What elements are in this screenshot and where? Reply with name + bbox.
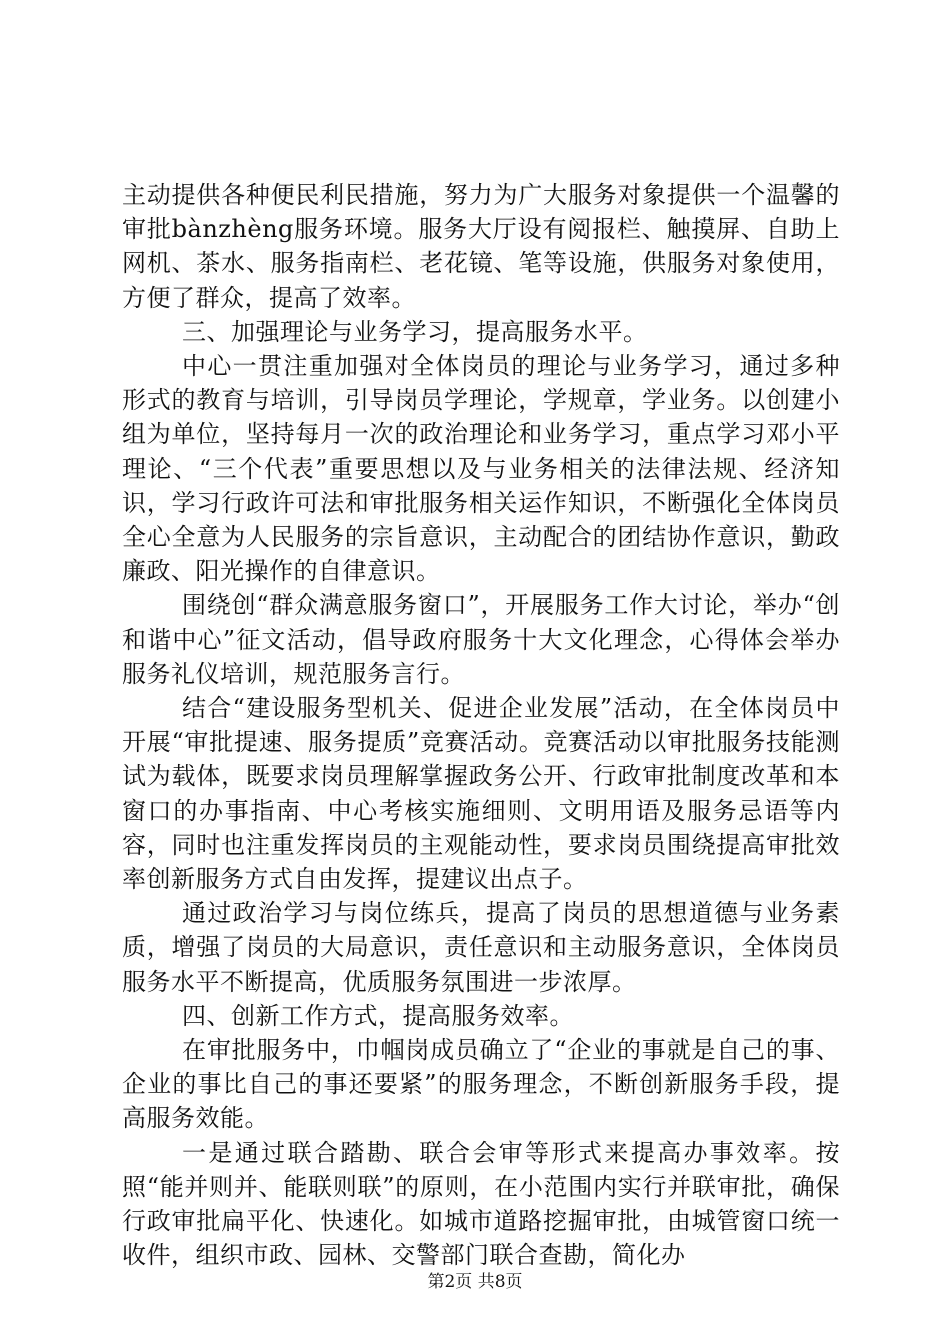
section-heading-4: 四、创新工作方式，提高服务效率。 — [182, 1001, 574, 1030]
section-heading-3: 三、加强理论与业务学习，提高服务水平。 — [182, 317, 648, 346]
paragraph-9: 一是通过联合踏勘、联合会审等形式来提高办事效率。按照“能并则并、能联则联”的原则，在小范围内实行并联审批，确保行政审批扁平化、快速化。如城市道路挖掘审批，由城管窗口统一收件，组织市政、园林、交警部门联合查勘，简化办 — [122, 1138, 840, 1270]
paragraph-5: 结合“建设服务型机关、促进企业发展”活动，在全体岗员中开展“审批提速、服务提质”竞赛活动。竞赛活动以审批服务技能测试为载体，既要求岗员理解掌握政务公开、行政审批制度改革和本窗口的办事指南、中心考核实施细则、文明用语及服务忌语等内容，同时也注重发挥岗员的主观能动性，要求岗员围绕提高审批效率创新服务方式自由发挥，提建议出点子。 — [122, 694, 840, 894]
paragraph-4: 围绕创“群众满意服务窗口”，开展服务工作大讨论，举办“创和谐中心”征文活动，倡导政府服务十大文化理念，心得体会举办服务礼仪培训，规范服务言行。 — [122, 591, 840, 688]
paragraph-8: 在审批服务中，巾帼岗成员确立了“企业的事就是自己的事、企业的事比自己的事还要紧”的服务理念，不断创新服务手段，提高服务效能。 — [122, 1036, 840, 1133]
paragraph-1: 主动提供各种便民利民措施，努力为广大服务对象提供一个温馨的审批bànzhèng服务环境。服务大厅设有阅报栏、触摸屏、自助上网机、茶水、服务指南栏、老花镜、笔等设施，供服务对象使用，方便了群众，提高了效率。 — [122, 181, 840, 312]
document-body — [122, 178, 840, 1273]
page-footer: 第2页 共8页 — [427, 1272, 523, 1292]
paragraph-6: 通过政治学习与岗位练兵，提高了岗员的思想道德与业务素质，增强了岗员的大局意识，责任意识和主动服务意识，全体岗员服务水平不断提高，优质服务氛围进一步浓厚。 — [122, 899, 840, 996]
paragraph-3: 中心一贯注重加强对全体岗员的理论与业务学习，通过多种形式的教育与培训，引导岗员学理论，学规章，学业务。以创建小组为单位，坚持每月一次的政治理论和业务学习，重点学习邓小平理论、“三个代表”重要思想以及与业务相关的法律法规、经济知识，学习行政许可法和审批服务相关运作知识，不断强化全体岗员全心全意为人民服务的宗旨意识，主动配合的团结协作意识，勤政廉政、阳光操作的自律意识。 — [122, 352, 840, 586]
